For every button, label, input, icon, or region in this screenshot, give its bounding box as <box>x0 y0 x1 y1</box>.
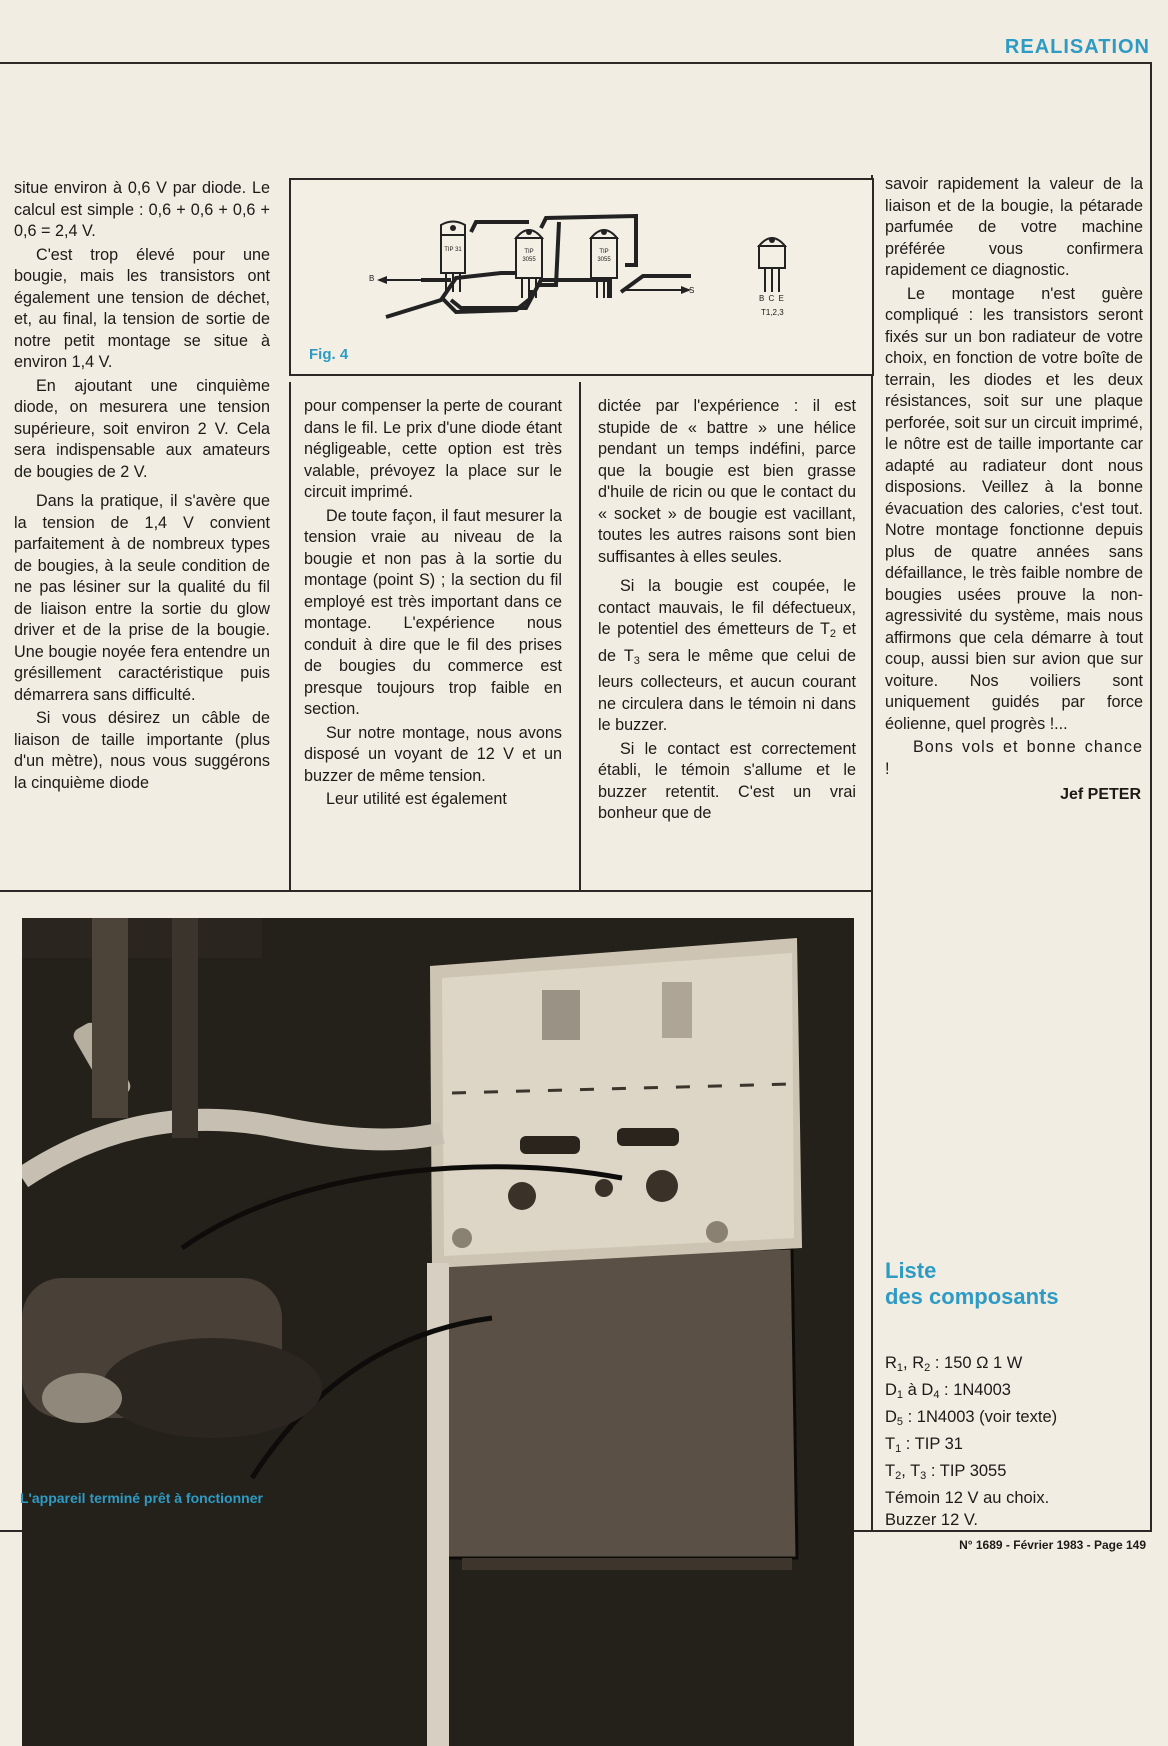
column-2 <box>304 396 562 811</box>
right-column-rule <box>871 175 873 1532</box>
right-rule <box>1150 62 1152 1532</box>
column-1 <box>14 178 270 794</box>
paragraph: C'est trop élevé pour une bougie, mais les transistors ont également une tension de déchet, et, au final, la tension de sortie de notre petit montage se situe à environ 1,4 V. <box>14 245 270 371</box>
photo-image <box>22 918 854 1746</box>
text-run: à D <box>903 1381 934 1399</box>
text-run: Si la bougie est coupée, le contact mauvais, le fil défectueux, le potentiel des émetteurs de T <box>598 577 856 638</box>
text-run: T <box>885 1435 896 1453</box>
text-run: , R <box>903 1354 925 1372</box>
column-3 <box>598 396 856 825</box>
signature: Jef PETER <box>1060 786 1141 803</box>
label-tip3055-a: TIP 3055 <box>522 249 536 263</box>
paragraph: En ajoutant une cinquième diode, on mesurera une tension supérieure, soit environ 2 V. Cela sera indispensable aux amateurs de bougies de 2 V. <box>14 376 270 481</box>
text-run: Témoin 12 V au choix. <box>885 1489 1050 1507</box>
component-item <box>885 1352 1145 1379</box>
paragraph: Dans la pratique, il s'avère que la tension de 1,4 V convient parfaitement à de nombreux types de bougies, à la seule condition de ne pas lésiner sur la qualité du fil de liaison entre la sortie du glow driver et de la prise de la bougie. Une bougie noyée fera entendre un grésillement caractéristique puis démarrera sans difficulté. <box>14 492 270 704</box>
col3-rule <box>579 382 581 890</box>
paragraph: situe environ à 0,6 V par diode. Le calcul est simple : 0,6 + 0,6 + 0,6 + 0,6 = 2,4 V. <box>14 179 270 240</box>
label-tip3055-b: TIP 3055 <box>597 249 611 263</box>
paragraph: Le montage n'est guère compliqué : les transistors seront fixés sur un bon radiateur de votre choix, en fonction de votre boîte de terrain, les diodes et les deux résistances, soit sur une plaque perforée, soit sur un circuit imprimé, le nôtre est de taille importante car adapté au radiateur dont nous disposions. Veillez à la bonne évacuation des calories, c'est tout. Notre montage fonctionne depuis plus de quatre années sans défaillance, le très faible nombre de bougies usées prouve la non-agressivité du système, mais nous affirmons que cela démarre à tout coup, aussi bien sur avion que sur voiture. Nos voiliers sont uniquement guidés par force éolienne, quel progrès !... <box>885 284 1143 733</box>
paragraph: Si le contact est correctement établi, le témoin s'allume et le buzzer retentit. C'est un vrai bonheur que de <box>598 739 856 822</box>
label-tip31: TIP 31 <box>444 247 462 253</box>
column-4 <box>885 174 1143 806</box>
text-run: : 150 Ω 1 W <box>930 1354 1023 1372</box>
component-item <box>885 1487 1145 1509</box>
photo-finished-device <box>22 918 854 1746</box>
photo-caption: L'appareil terminé prêt à fonctionner <box>20 1490 263 1506</box>
component-item <box>885 1460 1145 1487</box>
text-run: R <box>885 1354 897 1372</box>
circuit-diagram <box>291 180 872 374</box>
subscript: 2 <box>829 628 837 640</box>
paragraph: Bons vols et bonne chance ! <box>885 738 1143 778</box>
label-pinout: T1,2,3 <box>761 308 784 317</box>
label-s: S <box>689 286 695 295</box>
text-run: , T <box>901 1462 921 1480</box>
component-item <box>885 1433 1145 1460</box>
paragraph <box>598 576 856 737</box>
paragraph: Leur utilité est également <box>326 790 507 808</box>
text-run: : TIP 3055 <box>926 1462 1007 1480</box>
subscript: 4 <box>933 1389 940 1401</box>
label-b: B <box>369 274 375 283</box>
text-run: sera le même que celui de leurs collecteurs, et aucun courant ne circulera dans le témoin ni dans le buzzer. <box>598 646 856 734</box>
components-box <box>885 1258 1145 1531</box>
mid-rule <box>0 890 872 892</box>
top-rule <box>0 62 1152 64</box>
label-pins: B C E <box>759 294 785 303</box>
page-footer: N° 1689 - Février 1983 - Page 149 <box>959 1538 1146 1552</box>
subscript: 1 <box>896 1389 904 1401</box>
text-run: : 1N4003 <box>939 1381 1011 1399</box>
components-title-line2: des composants <box>885 1284 1059 1309</box>
text-run: D <box>885 1408 897 1426</box>
paragraph: Sur notre montage, nous avons disposé un voyant de 12 V et un buzzer de même tension. <box>304 723 562 785</box>
subscript: 1 <box>895 1443 902 1455</box>
subscript: 2 <box>924 1362 931 1374</box>
text-run: et de T <box>598 620 856 665</box>
component-item <box>885 1509 1145 1531</box>
figure-caption: Fig. 4 <box>309 346 349 363</box>
text-run: D <box>885 1381 897 1399</box>
paragraph: savoir rapidement la valeur de la liaison et de la bougie, la pétarade parfumée de votre machine préférée vous confirmera rapidement ce diagnostic. <box>885 175 1143 279</box>
paragraph: dictée par l'expérience : il est stupide de « battre » une hélice pendant un temps indéfini, parce que la bougie est bien grasse d'huile de ricin ou que le contact du « socket » de bougie est vacillant, toutes les autres raisons sont bien suffisantes à elles seules. <box>598 397 856 566</box>
subscript: 3 <box>633 654 640 667</box>
subscript: 1 <box>896 1362 904 1374</box>
figure-4 <box>289 178 874 376</box>
text-run: T <box>885 1462 896 1480</box>
paragraph: De toute façon, il faut mesurer la tension vraie au niveau de la bougie et non pas à la sortie du montage (point S) ; la section du fil employé est très important dans ce montage. L'expérience nous conduit à dire que le fil des prises de bougies du commerce est presque toujours trop faible en section. <box>304 506 562 718</box>
subscript: 5 <box>896 1416 904 1428</box>
paragraph: Si vous désirez un câble de liaison de taille importante (plus d'un mètre), nous vous suggérons la cinquième diode <box>14 709 270 792</box>
col2-rule <box>289 382 291 890</box>
text-run: Buzzer 12 V. <box>885 1511 978 1529</box>
text-run: : 1N4003 (voir texte) <box>903 1408 1058 1426</box>
components-title-line1: Liste <box>885 1258 937 1283</box>
paragraph: pour compenser la perte de courant dans le fil. Le prix d'une diode étant négligeable, cette option est très valable, prévoyez la place sur le circuit imprimé. <box>304 397 562 501</box>
component-item <box>885 1379 1145 1406</box>
text-run: : TIP 31 <box>901 1435 963 1453</box>
subscript: 3 <box>920 1470 927 1482</box>
component-item <box>885 1406 1145 1433</box>
subscript: 2 <box>895 1470 902 1482</box>
components-list <box>885 1352 1145 1531</box>
section-tag: REALISATION <box>1004 36 1150 58</box>
